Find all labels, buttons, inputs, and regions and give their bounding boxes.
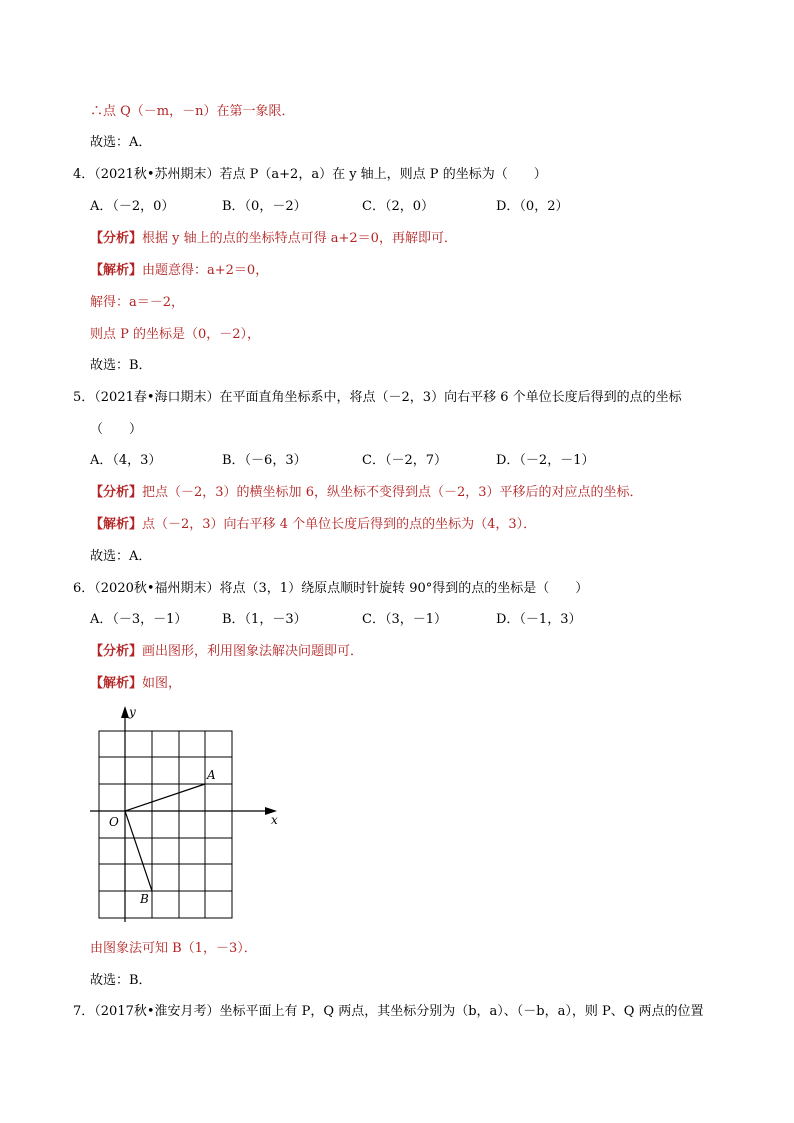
q4-option-b: B．（0，－2） xyxy=(222,199,307,214)
q4-answer: 故选：B． xyxy=(90,358,152,373)
grid xyxy=(99,731,232,918)
q4-option-d: D．（0，2） xyxy=(496,199,569,214)
q5-option-c: C．（－2，7） xyxy=(362,453,447,468)
q7-stem: 7．（2017秋•淮安月考）坐标平面上有 P，Q 两点，其坐标分别为（b，a）、（－b，a），则 P、Q 两点的位置 xyxy=(73,1004,704,1019)
q5-solution-text: 点（－2，3）向右平移 4 个单位长度后得到的点的坐标为（4，3）． xyxy=(142,517,537,532)
q5-solution xyxy=(90,516,536,534)
q5-answer: 故选：A． xyxy=(90,549,152,564)
q4-analysis xyxy=(90,230,457,248)
y-axis-arrow xyxy=(121,706,129,718)
solution-tag: 【解析】 xyxy=(90,517,143,532)
y-axis-label: y xyxy=(129,705,136,719)
q6-solution xyxy=(90,675,181,693)
q6-solution-text: 如图， xyxy=(142,676,182,691)
q5-analysis-text: 把点（－2，3）的横坐标加 6，纵坐标不变得到点（－2，3）平移后的对应点的坐标． xyxy=(142,485,643,500)
q5-option-b: B．（－6，3） xyxy=(222,453,307,468)
point-a-label: A xyxy=(207,768,216,782)
analysis-tag: 【分析】 xyxy=(90,644,143,659)
solution-tag: 【解析】 xyxy=(90,263,143,278)
prev-conclusion: ∴点 Q（－m，－n）在第一象限． xyxy=(90,104,295,119)
q6-option-b: B．（1，－3） xyxy=(222,612,307,627)
segment-oa xyxy=(125,784,205,811)
prev-answer: 故选：A． xyxy=(90,135,152,150)
q6-option-d: D．（－1，3） xyxy=(496,612,582,627)
segment-ob xyxy=(125,811,152,891)
solution-tag: 【解析】 xyxy=(90,676,143,691)
q6-conclusion: 由图象法可知 B（1，－3）． xyxy=(90,941,257,956)
q4-analysis-text: 根据 y 轴上的点的坐标特点可得 a+2＝0，再解即可． xyxy=(142,231,457,246)
analysis-tag: 【分析】 xyxy=(90,485,143,500)
q4-solution-text: 由题意得：a+2＝0， xyxy=(142,263,269,278)
q6-analysis xyxy=(90,643,363,661)
analysis-tag: 【分析】 xyxy=(90,231,143,246)
q6-option-c: C．（3，－1） xyxy=(362,612,447,627)
origin-label: O xyxy=(109,815,119,829)
q6-analysis-text: 画出图形，利用图象法解决问题即可． xyxy=(142,644,364,659)
q5-stem: 5．（2021春•海口期末）在平面直角坐标系中，将点（－2，3）向右平移 6 个单位长度后得到的点的坐标 xyxy=(73,390,682,405)
q5-stem-paren: （ ） xyxy=(90,422,143,437)
q5-analysis xyxy=(90,484,643,502)
q6-answer: 故选：B． xyxy=(90,973,152,988)
x-axis-label: x xyxy=(271,813,278,827)
q6-stem: 6．（2020秋•福州期末）将点（3，1）绕原点顺时针旋转 90°得到的点的坐标是（ ） xyxy=(73,581,589,596)
q4-option-a: A．（－2，0） xyxy=(90,199,175,214)
q4-step1: 解得：a＝－2， xyxy=(90,295,185,310)
q6-option-a: A．（－3，－1） xyxy=(90,612,188,627)
q4-option-c: C．（2，0） xyxy=(362,199,434,214)
q5-option-a: A．（4，3） xyxy=(90,453,162,468)
q4-stem: 4．（2021秋•苏州期末）若点 P（a+2，a）在 y 轴上，则点 P 的坐标为（ ） xyxy=(73,167,547,182)
point-b-label: B xyxy=(140,892,149,906)
q4-step2: 则点 P 的坐标是（0，－2）， xyxy=(90,327,261,342)
q5-option-d: D．（－2，－1） xyxy=(496,453,595,468)
q4-solution xyxy=(90,262,268,280)
coordinate-figure xyxy=(85,700,295,932)
